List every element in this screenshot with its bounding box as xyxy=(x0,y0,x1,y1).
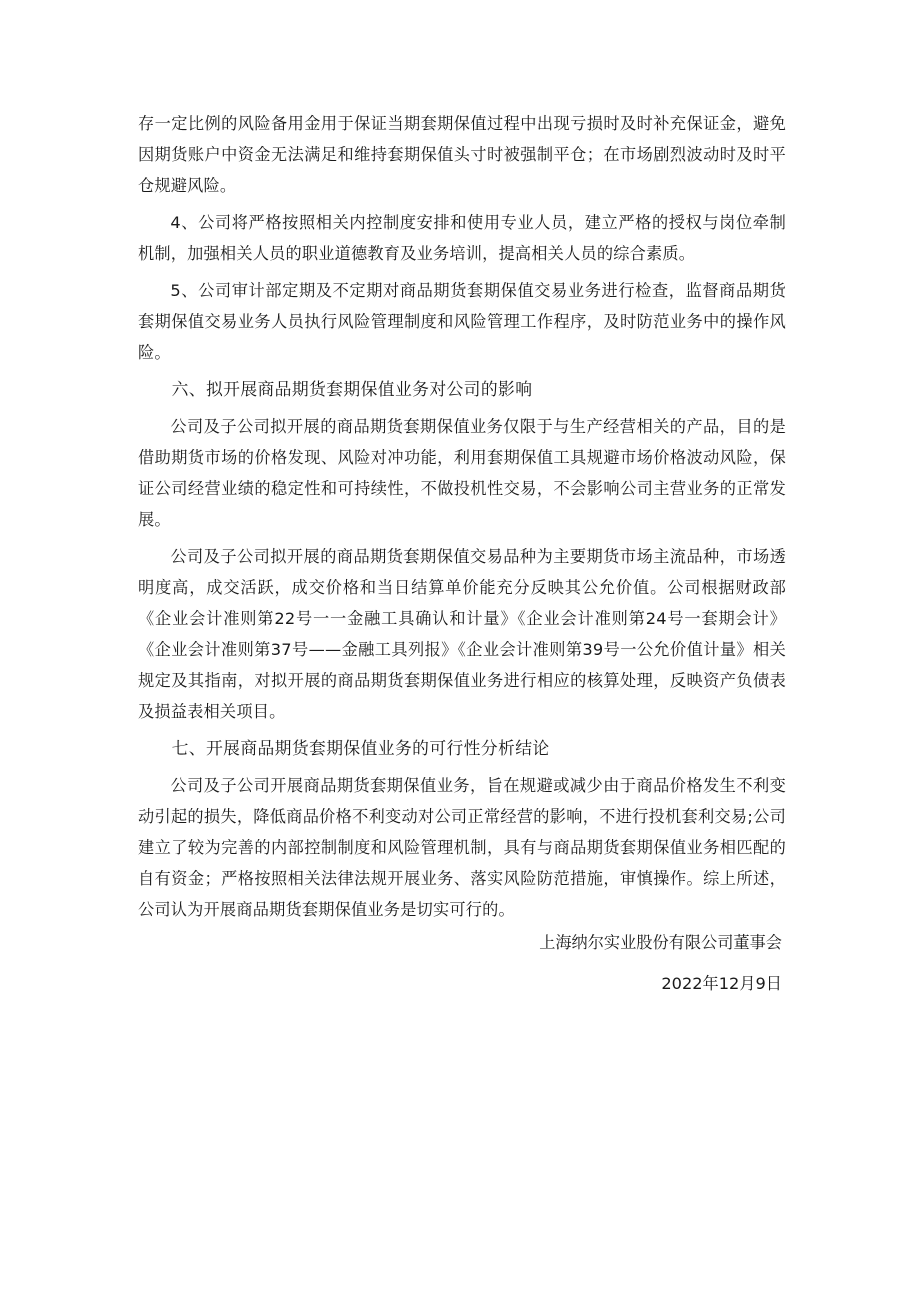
signature-company: 上海纳尔实业股份有限公司董事会 xyxy=(539,933,782,952)
signature-date: 2022年12月9日 xyxy=(661,974,782,993)
paragraph-impact-2: 公司及子公司拟开展的商品期货套期保值交易品种为主要期货市场主流品种，市场透明度高，成交活跃，成交价格和当日结算单价能充分反映其公允价值。公司根据财政部《企业会计准则第22号一一金融工具确认和计量》《企业会计准则第24号一套期会计》《企业会计准则第37号——金融工具列报》《企业会计准则第39号一公允价值计量》相关规定及其指南，对拟开展的商品期货套期保值业务进行相应的核算处理，反映资产负债表及损益表相关项目。 xyxy=(138,547,786,721)
document-body xyxy=(138,108,786,999)
paragraph-conclusion: 公司及子公司开展商品期货套期保值业务，旨在规避或减少由于商品价格发生不利变动引起的损失，降低商品价格不利变动对公司正常经营的影响，不进行投机套利交易;公司建立了较为完善的内部控制制度和风险管理机制，具有与商品期货套期保值业务相匹配的自有资金；严格按照相关法律法规开展业务、落实风险防范措施，审慎操作。综上所述，公司认为开展商品期货套期保值业务是切实可行的。 xyxy=(138,776,786,919)
section-heading-7: 七、开展商品期货套期保值业务的可行性分析结论 xyxy=(171,738,550,758)
section-heading-6: 六、拟开展商品期货套期保值业务对公司的影响 xyxy=(171,379,533,399)
paragraph-risk-reserve: 存一定比例的风险备用金用于保证当期套期保值过程中出现亏损时及时补充保证金，避免因期货账户中资金无法满足和维持套期保值头寸时被强制平仓；在市场剧烈波动时及时平仓规避风险。 xyxy=(138,114,786,195)
paragraph-impact-1: 公司及子公司拟开展的商品期货套期保值业务仅限于与生产经营相关的产品，目的是借助期货市场的价格发现、风险对冲功能，利用套期保值工具规避市场价格波动风险，保证公司经营业绩的稳定性和可持续性，不做投机性交易，不会影响公司主营业务的正常发展。 xyxy=(138,417,786,529)
paragraph-item-5: 5、公司审计部定期及不定期对商品期货套期保值交易业务进行检查，监督商品期货套期保值交易业务人员执行风险管理制度和风险管理工作程序，及时防范业务中的操作风险。 xyxy=(138,281,786,362)
paragraph-item-4: 4、公司将严格按照相关内控制度安排和使用专业人员，建立严格的授权与岗位牵制机制，加强相关人员的职业道德教育及业务培训，提高相关人员的综合素质。 xyxy=(138,213,786,263)
